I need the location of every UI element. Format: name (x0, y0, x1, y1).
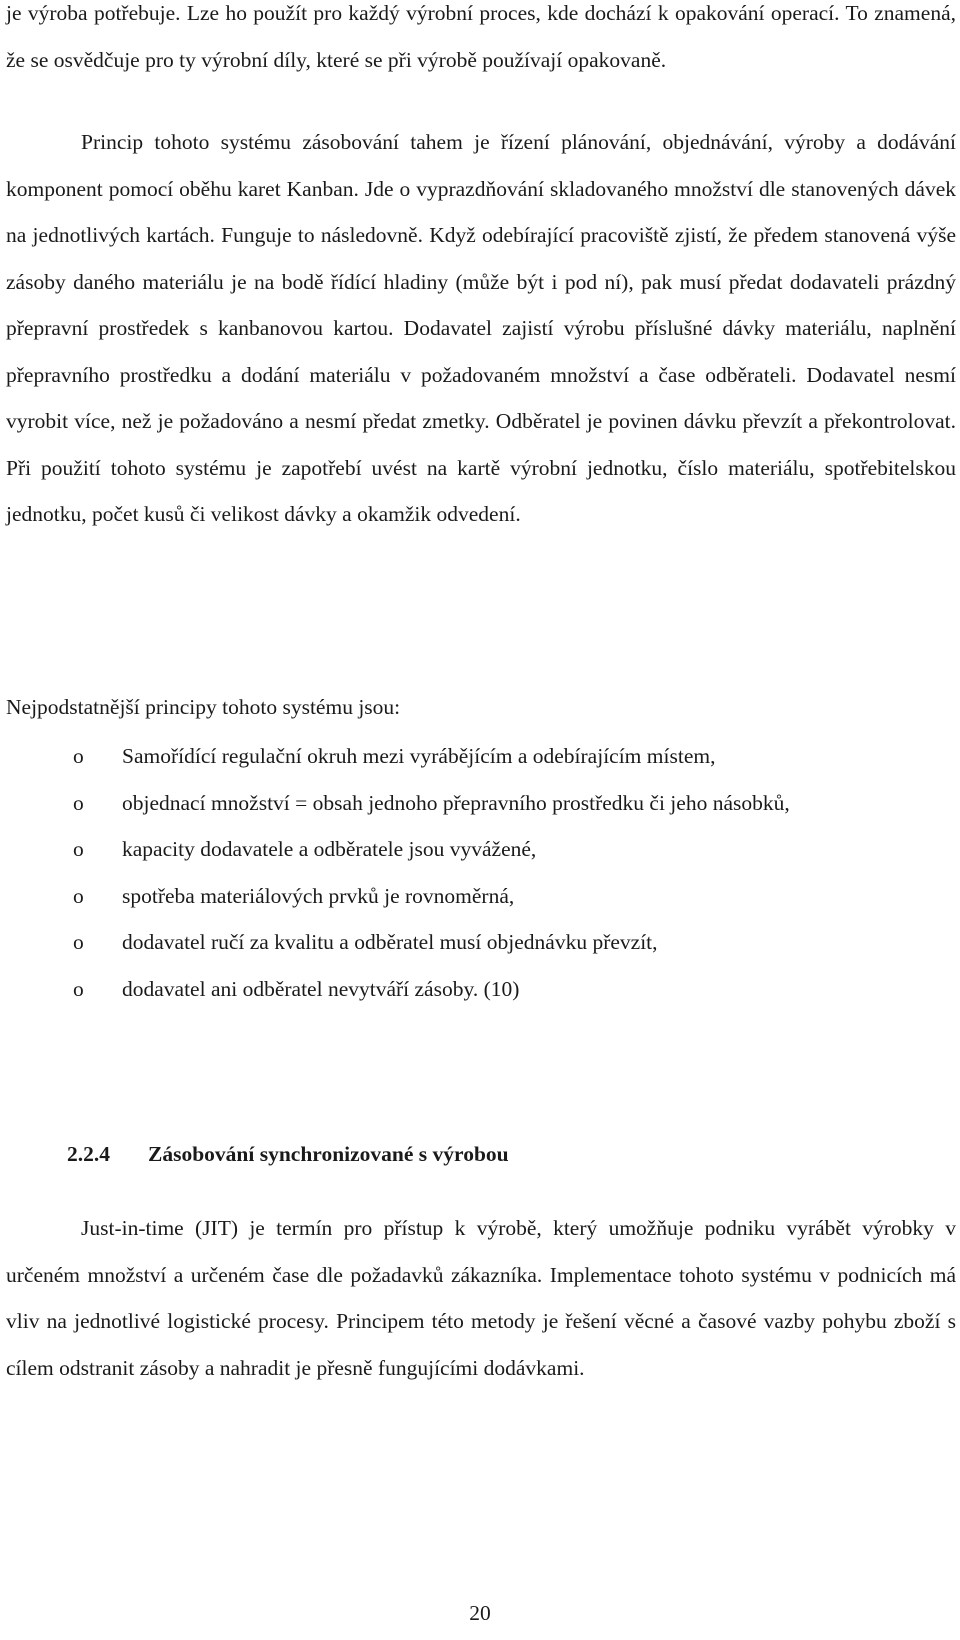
list-item (6, 873, 956, 920)
bullet-marker: o (73, 883, 84, 908)
paragraph-continuation: je výroba potřebuje. Lze ho použít pro každý výrobní proces, kde dochází k opakování operací. To znamená, že se osvědčuje pro ty výrobní díly, které se při výrobě používají opakovaně. (6, 1, 956, 72)
principles-lead-text: Nejpodstatnější principy tohoto systému jsou: (6, 695, 401, 719)
list-item (6, 919, 956, 966)
principles-list (6, 733, 956, 1012)
section-number: 2.2.4 (67, 1142, 110, 1166)
bullet-marker: o (73, 930, 84, 954)
list-item-text: kapacity dodavatele a odběratele jsou vyvážené, (122, 837, 537, 861)
list-item (6, 966, 956, 1013)
list-item-text: dodavatel ručí za kvalitu a odběratel musí objednávku převzít, (122, 930, 658, 954)
bullet-marker: o (73, 790, 84, 815)
list-item (6, 780, 956, 827)
page-number: 20 (469, 1601, 491, 1625)
section-heading (67, 1131, 509, 1178)
bullet-marker: o (73, 976, 84, 1001)
bullet-marker: o (73, 744, 84, 768)
list-item-text: spotřeba materiálových prvků je rovnoměrná, (122, 883, 515, 908)
paragraph-kanban-principle: Princip tohoto systému zásobování tahem je řízení plánování, objednávání, výroby a dodávání komponent pomocí oběhu karet Kanban. Jde o vyprazdňování skladovaného množství dle stanovených dávek na jednotlivých kartách. Funguje to následovně. Když odebírající pracoviště zjistí, že předem stanovená výše zásoby daného materiálu je na bodě řídící hladiny (může být i pod ní), pak musí předat dodavateli prázdný přepravní prostředek s kanbanovou kartou. Dodavatel zajistí výrobu příslušné dávky materiálu, naplnění přepravního prostředku a dodání materiálu v požadovaném množství a čase odběrateli. Dodavatel nesmí vyrobit více, než je požadováno a nesmí předat zmetky. Odběratel je povinen dávku převzít a překontrolovat. Při použití tohoto systému je zapotřebí uvést na kartě výrobní jednotku, číslo materiálu, spotřebitelskou jednotku, počet kusů či velikost dávky a okamžik odvedení. (6, 130, 956, 526)
list-item (6, 826, 956, 873)
paragraph-just-in-time: Just-in-time (JIT) je termín pro přístup k výrobě, který umožňuje podniku vyrábět výrobky v určeném množství a určeném čase dle požadavků zákazníka. Implementace tohoto systému v podnicích má vliv na jednotlivé logistické procesy. Principem této metody je řešení věcné a časové vazby pohybu zboží s cílem odstranit zásoby a nahradit je přesně fungujícími dodávkami. (6, 1216, 956, 1380)
section-title: Zásobování synchronizované s výrobou (148, 1142, 509, 1166)
list-item (6, 733, 956, 780)
list-item-text: dodavatel ani odběratel nevytváří zásoby. (10) (122, 976, 520, 1001)
list-item-text: objednací množství = obsah jednoho přepravního prostředku či jeho násobků, (122, 790, 790, 815)
bullet-marker: o (73, 837, 84, 861)
list-item-text: Samořídící regulační okruh mezi vyrábějícím a odebírajícím místem, (122, 744, 716, 768)
